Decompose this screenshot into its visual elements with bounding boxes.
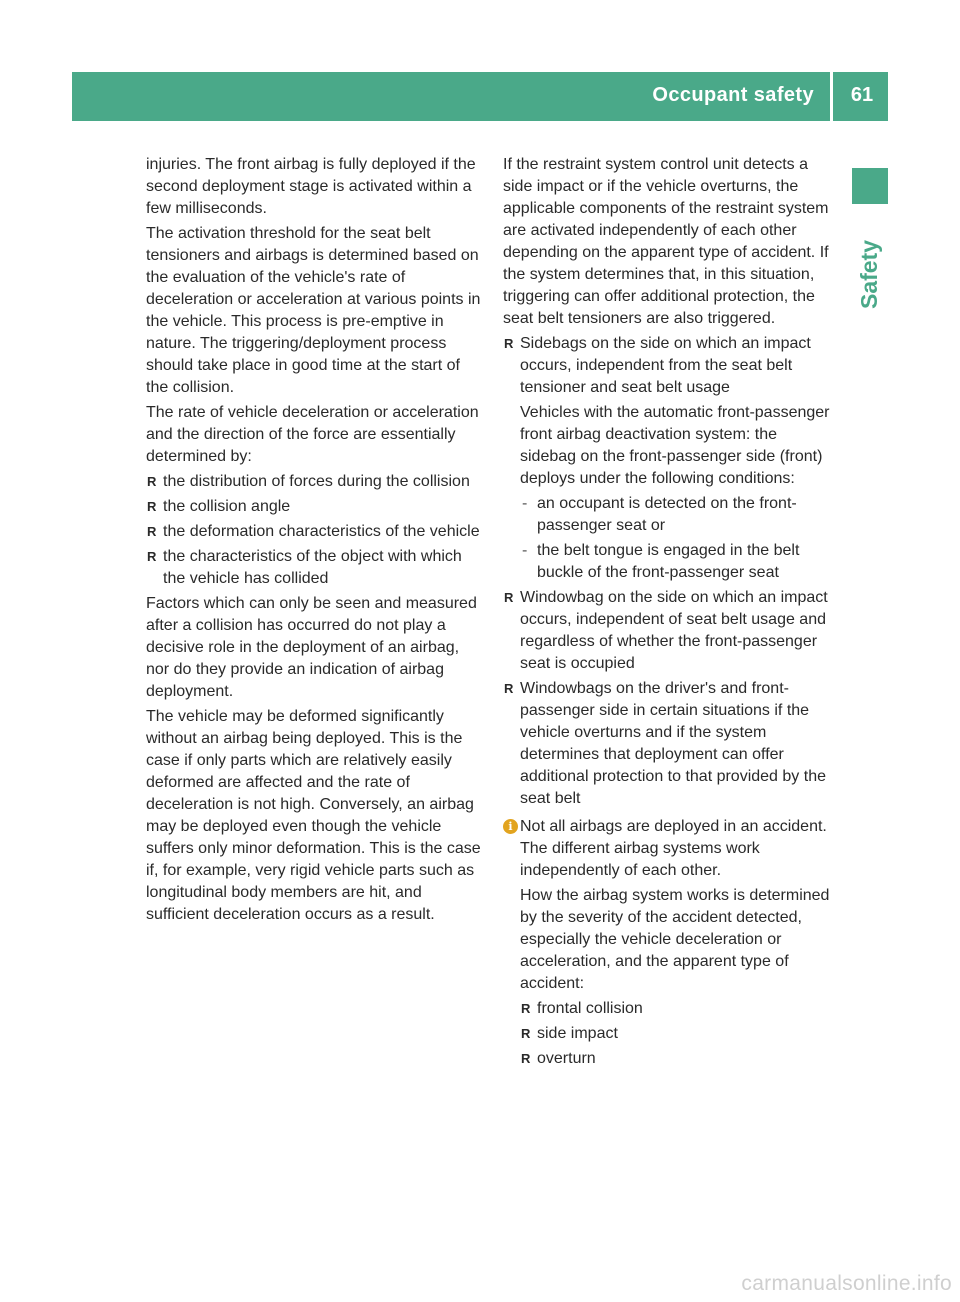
bullet-icon: R xyxy=(147,499,157,514)
bullet-icon: R xyxy=(521,1051,531,1066)
dash-icon: - xyxy=(522,542,528,559)
info-note xyxy=(503,816,837,1070)
dash-list xyxy=(520,493,837,584)
chapter-label xyxy=(852,212,888,336)
list-item-text: the collision angle xyxy=(163,498,291,515)
dash-item-text: an occupant is detected on the front-passenger seat or xyxy=(537,495,797,534)
list-item xyxy=(520,1023,837,1045)
chapter-tab-marker xyxy=(852,168,888,204)
list-item xyxy=(146,471,482,493)
list-item xyxy=(520,998,837,1020)
dash-item xyxy=(520,493,837,537)
watermark: carmanualsonline.info xyxy=(741,1272,952,1295)
dash-item-text: the belt tongue is engaged in the belt buckle of the front-passenger seat xyxy=(537,542,800,581)
list-item-text: overturn xyxy=(537,1050,596,1067)
list-item xyxy=(146,521,482,543)
list-item-text: Windowbag on the side on which an impact occurs, independent of seat belt usage and regardless of whether the front-passenger seat is occupied xyxy=(520,589,828,672)
right-column xyxy=(503,154,837,1073)
list-item-subtext: Vehicles with the automatic front-passenger front airbag deactivation system: the sidebag on the front-passenger side (front) deploys under the following conditions: xyxy=(520,404,830,487)
list-item-text: frontal collision xyxy=(537,1000,643,1017)
info-text: Not all airbags are deployed in an accident. The different airbag systems work independently of each other. xyxy=(520,818,827,879)
list-item-text: the characteristics of the object with which the vehicle has collided xyxy=(163,548,462,587)
bullet-icon: R xyxy=(521,1001,531,1016)
bullet-icon: R xyxy=(147,524,157,539)
info-text: How the airbag system works is determined by the severity of the accident detected, especially the vehicle deceleration or acceleration, and the apparent type of accident: xyxy=(520,887,830,992)
paragraph: The vehicle may be deformed significantly without an airbag being deployed. This is the case if only parts which are relatively easily deformed are affected and the rate of deceleration is not high. Conversely, an airbag may be deployed even though the vehicle suffers only minor deformation. This is the case if, for example, very rigid vehicle parts such as longitudinal body members are hit, and sufficient deceleration occurs as a result. xyxy=(146,708,481,923)
list-item xyxy=(146,546,482,590)
chapter-label-text: Safety xyxy=(856,239,883,309)
bullet-list xyxy=(146,471,482,590)
bullet-list xyxy=(520,998,837,1070)
list-item-text: side impact xyxy=(537,1025,618,1042)
bullet-icon: R xyxy=(504,681,514,696)
list-item-text: the deformation characteristics of the vehicle xyxy=(163,523,480,540)
info-icon: i xyxy=(503,819,518,834)
dash-item xyxy=(520,540,837,584)
page-number: 61 xyxy=(850,84,874,106)
section-title: Occupant safety xyxy=(652,84,814,106)
list-item-text: the distribution of forces during the collision xyxy=(163,473,470,490)
left-column xyxy=(146,154,482,929)
paragraph: The activation threshold for the seat belt tensioners and airbags is determined based on the evaluation of the vehicle's rate of deceleration or acceleration at various points in the vehicle. This process is pre-emptive in nature. The triggering/deployment process should take place in good time at the start of the collision. xyxy=(146,225,481,396)
header-divider xyxy=(830,72,833,121)
list-item xyxy=(520,1048,837,1070)
paragraph: injuries. The front airbag is fully deployed if the second deployment stage is activated within a few milliseconds. xyxy=(146,156,476,217)
bullet-icon: R xyxy=(504,590,514,605)
bullet-icon: R xyxy=(147,549,157,564)
dash-icon: - xyxy=(522,495,528,512)
list-item xyxy=(503,587,837,675)
paragraph: The rate of vehicle deceleration or acceleration and the direction of the force are essentially determined by: xyxy=(146,404,479,465)
paragraph: If the restraint system control unit detects a side impact or if the vehicle overturns, the applicable components of the restraint system are activated independently of each other depending on the apparent type of accident. If the system determines that, in this situation, triggering can offer additional protection, the seat belt tensioners are also triggered. xyxy=(503,156,829,327)
list-item xyxy=(146,496,482,518)
list-item xyxy=(503,678,837,810)
bullet-icon: R xyxy=(504,336,514,351)
bullet-icon: R xyxy=(521,1026,531,1041)
list-item-text: Sidebags on the side on which an impact occurs, independent from the seat belt tensioner and seat belt usage xyxy=(520,335,811,396)
paragraph: Factors which can only be seen and measured after a collision has occurred do not play a decisive role in the deployment of an airbag, nor do they provide an indication of airbag deployment. xyxy=(146,595,477,700)
bullet-list xyxy=(503,333,837,810)
list-item xyxy=(503,333,837,584)
list-item-text: Windowbags on the driver's and front-passenger side in certain situations if the vehicle overturns and if the system determines that deployment can offer additional protection to that provided by the seat belt xyxy=(520,680,826,807)
bullet-icon: R xyxy=(147,474,157,489)
header-bar xyxy=(72,72,888,121)
